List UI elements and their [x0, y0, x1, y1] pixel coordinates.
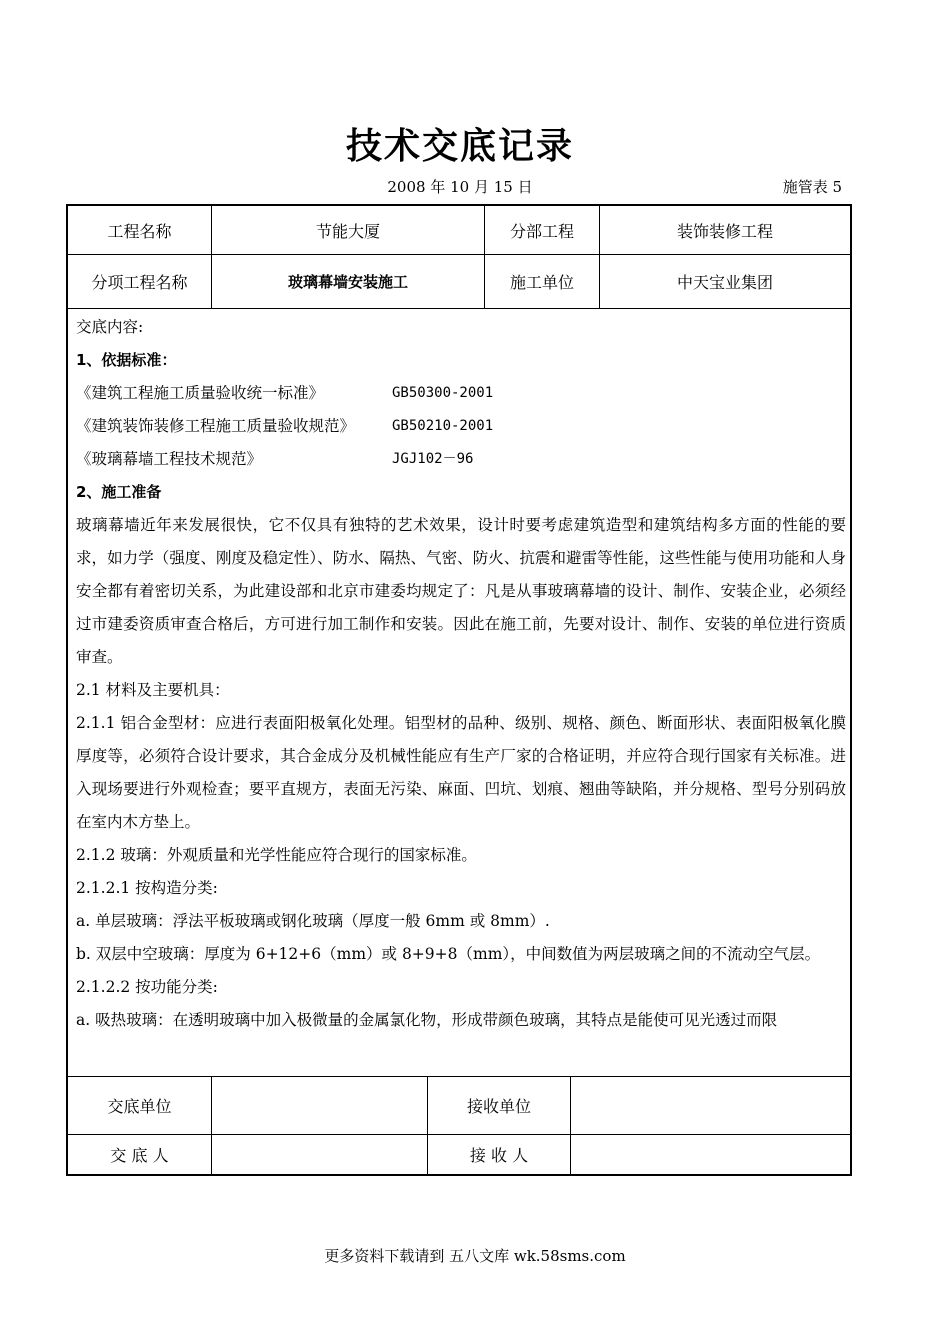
standard-item — [76, 377, 846, 410]
section-1-title: 1、依据标准： — [76, 351, 177, 369]
standard-item — [76, 410, 846, 443]
subitem-value: 玻璃幕墙安装施工 — [287, 273, 408, 291]
division-value: 装饰装修工程 — [676, 221, 773, 241]
issuer-unit-label: 交底单位 — [107, 1097, 172, 1116]
content-heading: 交底内容: — [76, 318, 144, 336]
document-date: 2008 年 10 月 15 日 — [387, 178, 533, 196]
issuer-unit-field[interactable] — [212, 1077, 427, 1134]
form-number: 施管表 5 — [782, 178, 842, 196]
standard-name: 《建筑装饰装修工程施工质量验收规范》 — [76, 417, 356, 435]
section-2-1-title: 2.1 材料及主要机具： — [76, 681, 230, 699]
receiver-label: 接 收 人 — [469, 1146, 529, 1165]
section-2-paragraph: 玻璃幕墙近年来发展很快，它不仅具有独特的艺术效果，设计时要考虑建筑造型和建筑结构多方面的性能的要求，如力学（强度、刚度及稳定性）、防水、隔热、气密、防火、抗震和避雷等性能，这些性能与使用功能和人身安全都有着密切关系，为此建设部和北京市建委均规定了：凡是从事玻璃幕墙的设计、制作、安装企业，必须经过市建委资质审查合格后，方可进行加工制作和安装。因此在施工前，先要对设计、制作、安装的单位进行资质审查。 — [76, 516, 846, 666]
footer-link[interactable]: 更多资料下载请到 五八文库 wk.58sms.com — [324, 1247, 626, 1265]
contractor-label: 施工单位 — [509, 273, 574, 292]
standard-name: 《玻璃幕墙工程技术规范》 — [76, 450, 263, 468]
standard-code: GB50300-2001 — [392, 385, 494, 401]
standard-name: 《建筑工程施工质量验收统一标准》 — [76, 384, 325, 402]
issuer-field[interactable] — [212, 1135, 427, 1174]
standard-code: JGJ102－96 — [392, 451, 474, 467]
disclosure-content — [76, 311, 846, 1076]
section-2-1-2-2-title: 2.1.2.2 按功能分类: — [76, 978, 218, 996]
receiver-unit-field[interactable] — [571, 1077, 850, 1134]
section-2-1-1-paragraph: 2.1.1 铝合金型材：应进行表面阳极氧化处理。铝型材的品种、级别、规格、颜色、断面形状、表面阳极氧化膜厚度等，必须符合设计要求，其合金成分及机械性能应有生产厂家的合格证明，并应符合现行国家有关标准。进入现场要进行外观检查；要平直规方，表面无污染、麻面、凹坑、划痕、翘曲等缺陷，并分规格、型号分别码放在室内木方垫上。 — [76, 714, 846, 831]
document-title: 技术交底记录 — [345, 126, 574, 167]
issuer-label: 交 底 人 — [110, 1146, 169, 1165]
section-2-1-2-1-title: 2.1.2.1 按构造分类: — [76, 879, 218, 897]
division-label: 分部工程 — [509, 221, 574, 241]
contractor-value: 中天宝业集团 — [676, 273, 773, 292]
subitem-label: 分项工程名称 — [91, 273, 188, 292]
list-item-a2: a. 吸热玻璃：在透明玻璃中加入极微量的金属氯化物，形成带颜色玻璃，其特点是能使可见光透过而限 — [76, 1011, 778, 1029]
project-name-value: 节能大厦 — [315, 221, 380, 241]
standard-code: GB50210-2001 — [392, 418, 494, 434]
list-item-b: b. 双层中空玻璃：厚度为 6+12+6（mm）或 8+9+8（mm），中间数值为两层玻璃之间的不流动空气层。 — [76, 945, 821, 963]
record-table — [66, 204, 852, 1176]
receiver-field[interactable] — [571, 1135, 850, 1174]
project-name-label: 工程名称 — [107, 221, 172, 241]
section-2-title: 2、施工准备 — [76, 483, 162, 501]
list-item-a: a. 单层玻璃：浮法平板玻璃或钢化玻璃（厚度一般 6mm 或 8mm）. — [76, 912, 550, 930]
section-2-1-2-text: 2.1.2 玻璃：外观质量和光学性能应符合现行的国家标准。 — [76, 846, 477, 864]
standard-item — [76, 443, 846, 476]
receiver-unit-label: 接收单位 — [466, 1097, 531, 1116]
